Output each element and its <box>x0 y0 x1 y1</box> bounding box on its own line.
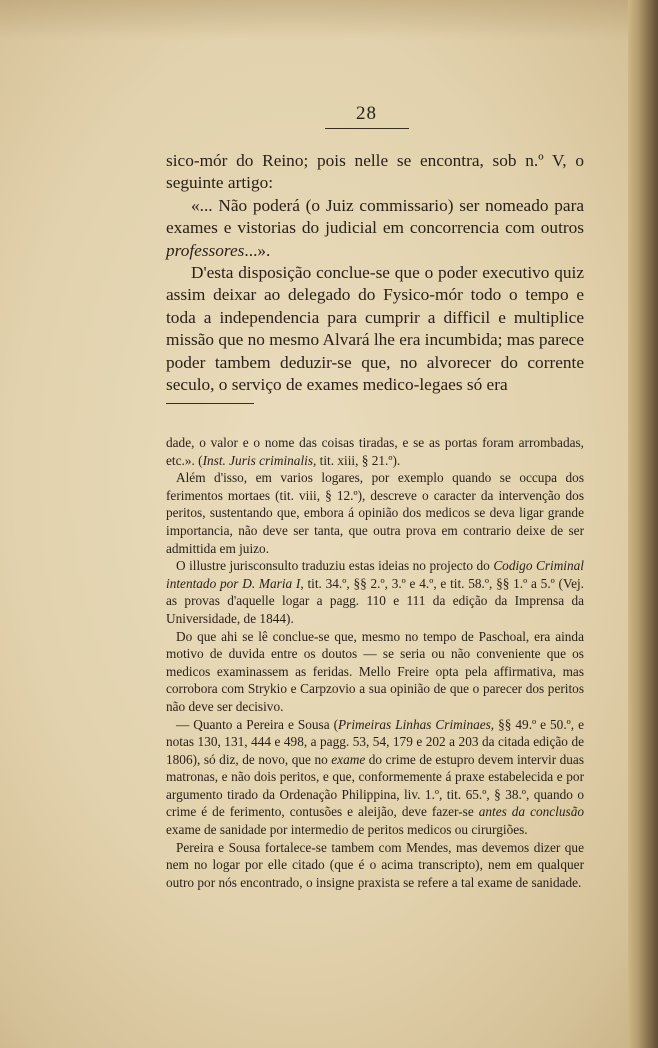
footnote-text: — Quanto a Pereira e Sousa ( <box>176 716 339 732</box>
footnote-emphasis: exame <box>331 751 366 767</box>
footnote-text: O illustre jurisconsulto traduziu estas ideias no projecto do <box>176 558 494 574</box>
quote-text: «... Não poderá (o Juiz commissario) ser nomeado para exames e vistorias do judicial em concorrencia com outros <box>166 195 584 238</box>
footnote-emphasis: antes da conclusão <box>478 804 584 820</box>
footnote-paragraph-5 <box>166 716 584 839</box>
footnote-paragraph-1 <box>166 434 584 469</box>
main-paragraph-1: sico-mór do Reino; pois nelle se encontra, sob n.º V, o seguinte artigo: <box>166 151 584 193</box>
footnote-paragraph-2: Além d'isso, em varios logares, por exemplo quando se occupa dos ferimentos mortaes (tit. viii, § 12.º), descreve o caracter da intervenção dos peritos, sustentando que, embora á opinião dos medicos se deva ligar grande importancia, não deve ser tanta, que outra prova em contrario deixe de ser admittida em juizo. <box>166 470 584 556</box>
footnote-text: exame de sanidade por intermedio de peritos medicos ou cirurgiões. <box>166 822 528 838</box>
main-text <box>166 150 584 396</box>
footnote-paragraph-6: Pereira e Sousa fortalece-se tambem com Mendes, mas devemos dizer que nem no logar por elle citado (que é o acima transcripto), nem em qualquer outro por nós encontrado, o insigne praxista se refere a tal exame de sanidade. <box>166 839 584 890</box>
quote-italic: professores <box>166 240 245 260</box>
page-number: 28 <box>356 103 377 124</box>
main-paragraph-2 <box>166 195 584 262</box>
main-paragraph-3: D'esta disposição conclue-se que o poder executivo quiz assim deixar ao delegado do Fysico-mór todo o tempo e toda a independencia para cumprir a difficil e multiplice missão que no mesmo Alvará lhe era incumbida; mas parece poder tambem deduzir-se que, no alvorecer do corrente seculo, o serviço de exames medico-legaes só era <box>166 263 584 395</box>
footnote-separator <box>166 403 254 404</box>
footnote-text: do crime de estupro devem intervir duas matronas, e não dois peritos, e que, conformemente á praxe estabelecida e por argumento tirado da Ordenação Philippina, liv. 1.º, tit. 65.º, § 38.º, quando o crime é de ferimento, contusões e aleijão, deve fazer-se <box>166 751 584 820</box>
footnote-citation: Codigo Criminal intentado por D. Maria I, <box>166 558 584 591</box>
page-number-rule <box>325 128 409 129</box>
footnote-text: §§ 49.º e 50.º, e notas 130, 131, 444 e 498, a pagg. 53, 54, 179 e 202 a 203 da citada edição de 1806), só diz, de novo, que no <box>166 716 584 767</box>
footnote-text: tit. xiii, § 21.º). <box>316 452 401 468</box>
footnote-text: dade, o valor e o nome das coisas tiradas, e se as portas foram arrombadas, etc.». ( <box>166 435 584 468</box>
footnote-citation: Inst. Juris criminalis, <box>202 452 317 468</box>
footnotes <box>166 434 584 891</box>
footnote-citation: Primeiras Linhas Criminaes, <box>338 716 495 732</box>
footnote-text: tit. 34.º, §§ 2.º, 3.º e 4.º, e tit. 58.º, §§ 1.º a 5.º (Vej. as provas d'aquelle logar a pagg. 110 e 111 da edição da Imprensa da Universidade, de 1844). <box>166 575 585 626</box>
book-binding-edge <box>628 0 658 1048</box>
footnote-paragraph-4: Do que ahi se lê conclue-se que, mesmo no tempo de Paschoal, era ainda motivo de duvida entre os doutos — se seria ou não conveniente que os medicos examinassem as feridas. Mello Freire opta pela affirmativa, mas corrobora com Strykio e Carpzovio a sua opinião de que o parecer dos peritos não deve ser decisivo. <box>166 628 584 714</box>
footnote-paragraph-3 <box>166 557 584 627</box>
page-stain <box>0 0 658 40</box>
quote-end: ...». <box>244 240 271 260</box>
